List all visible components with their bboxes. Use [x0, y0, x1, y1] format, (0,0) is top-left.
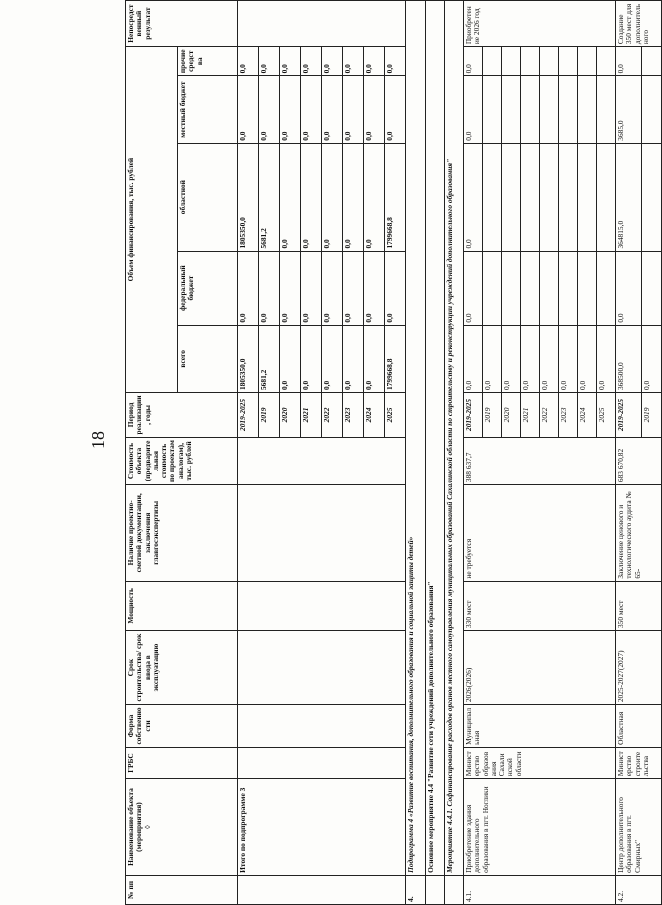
table-row: 2019 0,0: [483, 1, 502, 905]
table-row: 2021 0,0 0,0 0,0 0,0 0,0: [301, 1, 322, 905]
table-row: 4.1. Приобретение здания дополнительного образования в пгт. Ноглики Министерство образования Сахалинской области Муниципальная 2026(2026) 330 мест не требуется 388 637,7 2019-2025 0,0 0,0 0,0 0,0 0,0 Приобретение 2026 год: [464, 1, 483, 905]
header-federal: федеральный бюджет: [178, 251, 238, 325]
item2-num: 4.2.: [616, 875, 662, 904]
item2-capacity: 350 мест: [616, 581, 662, 630]
item1-name: Приобретение здания дополнительного образования в пгт. Ноглики: [464, 779, 616, 876]
item2-cost: 683 670,82: [616, 437, 662, 484]
item1-result: Приобретение 2026 год: [464, 1, 616, 47]
item1-docs: не требуется: [464, 485, 616, 582]
header-grbs: ГРБС: [126, 747, 238, 778]
item1-num: 4.1.: [464, 875, 616, 904]
header-num: № пп: [126, 875, 238, 904]
item2-ownership: Областная: [616, 705, 662, 748]
section-title: Подпрограмма 4 «Развитие воспитания, дополнительного образования и социальной защиты детей»: [406, 1, 426, 876]
item2-result: Создание 350 мест для дополнительного: [616, 1, 662, 47]
header-result: Непосредственный результат: [126, 1, 238, 47]
item1-grbs: Министерство образования Сахалинской области: [464, 747, 616, 778]
page-number: 18: [88, 431, 108, 449]
main-event-row: [426, 1, 445, 905]
table-row: 2020 0,0: [502, 1, 521, 905]
table-row: 2024 0,0: [578, 1, 597, 905]
item2-docs: Заключение ценового и технологического аудита № 65-: [616, 485, 662, 582]
section-row: [406, 1, 426, 905]
item2-name: Центр дополнительного образования в пгт. Смирных": [616, 779, 662, 876]
header-name-mark: ◊: [142, 825, 152, 829]
table-row: 2019 5681,2 0,0 5681,2 0,0 0,0: [259, 1, 280, 905]
main-event-title: Основное мероприятие 4.4 "Развитие сети учреждений дополнительного образования": [426, 1, 445, 876]
table-row: 2025 1799668,8 0,0 1799668,8 0,0 0,0: [385, 1, 406, 905]
header-name: Наименование объекта (мероприятия) ◊: [126, 779, 238, 876]
item2-grbs: Министерство строительства: [616, 747, 662, 778]
section-num: 4.: [406, 875, 426, 904]
item1-term: 2026(2026): [464, 631, 616, 705]
header-term: Срок строительства/ срок ввода в эксплуатацию: [126, 631, 238, 705]
item2-term: 2025-2027(2027): [616, 631, 662, 705]
table-row: 2024 0,0 0,0 0,0 0,0 0,0: [364, 1, 385, 905]
table-row: 2022 0,0: [540, 1, 559, 905]
table-row: 4.2. Центр дополнительного образования в пгт. Смирных" Министерство строительства Областная 2025-2027(2027) 350 мест Заключение ценового и технологического аудита № 65- 683 670,82 2019-2025 368500,0 0,0 364815,0 3685,0 0,0 Создание 350 мест для дополнительного: [616, 1, 642, 905]
rotated-table-wrapper: [125, 0, 651, 905]
header-regional: областной: [178, 143, 238, 251]
header-local: местный бюджет: [178, 76, 238, 143]
table-row: 2023 0,0 0,0 0,0 0,0 0,0: [343, 1, 364, 905]
header-docs: Наличие проектно-сметной документации, заключения главгосэкспертизы: [126, 485, 238, 582]
table-row: 2019 0,0: [642, 1, 662, 905]
header-period: Период реализации, годы: [126, 393, 238, 438]
item1-cost: 388 637,7: [464, 437, 616, 484]
subtotal-name: Итого по подпрограмме 3: [238, 779, 406, 876]
item1-ownership: Муниципальная: [464, 705, 616, 748]
table-row: 2021 0,0: [521, 1, 540, 905]
sub-event-row: [445, 1, 464, 905]
header-cost: Стоимость объекта (предварительная стоимость по проектам аналогам), тыс. рублей: [126, 437, 238, 484]
table-row: 2020 0,0 0,0 0,0 0,0 0,0: [280, 1, 301, 905]
header-capacity: Мощность: [126, 581, 238, 630]
table-row: 2023 0,0: [559, 1, 578, 905]
header-funding-group: Объем финансирования, тыс. рублей: [126, 47, 178, 393]
item1-capacity: 330 мест: [464, 581, 616, 630]
header-total: всего: [178, 325, 238, 392]
table-row: Итого по подпрограмме 3 2019-2025 1805350,0 0,0 1805350,0 0,0 0,0: [238, 1, 259, 905]
table-row: 2022 0,0 0,0 0,0 0,0 0,0: [322, 1, 343, 905]
table-row: 2025 0,0: [597, 1, 616, 905]
header-ownership: Форма собственности: [126, 705, 238, 748]
financing-table: [125, 0, 662, 905]
header-other: прочие средства: [178, 47, 238, 76]
sub-event-title: Мероприятие 4.4.1. Софинансирование расходов органов местного самоуправления муниципальных образований Сахалинской области по строительству и реконструкции учреждений дополнительного образования": [445, 1, 464, 876]
